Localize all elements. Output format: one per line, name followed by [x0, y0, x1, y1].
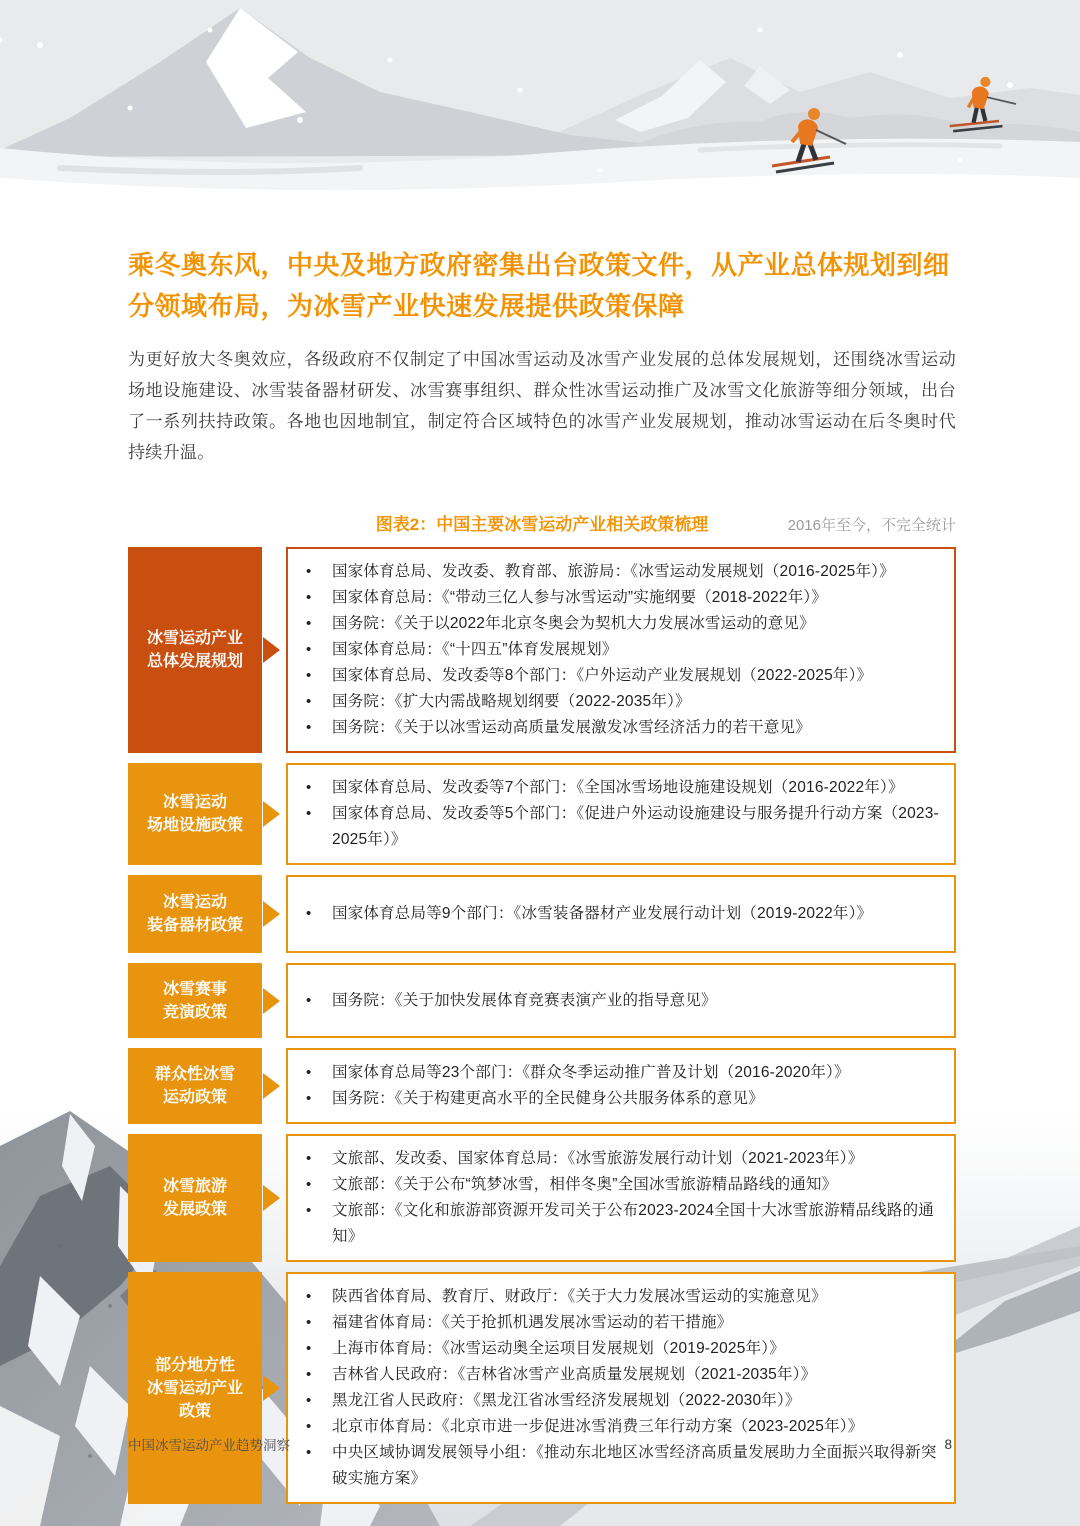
figure-note: 2016年至今，不完全统计 [787, 517, 956, 535]
policy-row [128, 1272, 956, 1504]
page-number: 8 [944, 1436, 952, 1452]
policy-list-box [286, 763, 956, 865]
page-content [0, 205, 1080, 1504]
policy-item: • 吉林省人民政府：《吉林省冰雪产业高质量发展规划（2021-2035年）》 [288, 1362, 940, 1388]
policy-item: • 国务院：《关于以冰雪运动高质量发展激发冰雪经济活力的若干意见》 [288, 715, 940, 741]
policy-item: • 国家体育总局、发改委等5个部门：《促进户外运动设施建设与服务提升行动方案（2023-2025年）》 [288, 801, 940, 853]
policy-row [128, 1134, 956, 1262]
figure-rows [128, 547, 956, 1504]
arrow-wrap [262, 1048, 286, 1124]
policy-item: • 国家体育总局等23个部门：《群众冬季运动推广普及计划（2016-2020年）》 [288, 1060, 940, 1086]
policy-item: • 国务院：《关于加快发展体育竞赛表演产业的指导意见》 [288, 988, 940, 1014]
arrow-wrap [262, 1272, 286, 1504]
policy-list-box [286, 963, 956, 1038]
policy-item: • 国家体育总局、发改委等8个部门：《户外运动产业发展规划（2022-2025年）》 [288, 663, 940, 689]
policy-item: • 国务院：《扩大内需战略规划纲要（2022-2035年）》 [288, 689, 940, 715]
policy-list [288, 1146, 940, 1250]
arrow-wrap [262, 1134, 286, 1262]
policy-item: • 国家体育总局等9个部门：《冰雪装备器材产业发展行动计划（2019-2022年）》 [288, 901, 940, 927]
policy-item: • 北京市体育局：《北京市进一步促进冰雪消费三年行动方案（2023-2025年）》 [288, 1414, 940, 1440]
arrow-wrap [262, 763, 286, 865]
arrow-right-icon [263, 1185, 280, 1211]
header-illustration [0, 0, 1080, 205]
arrow-right-icon [263, 1073, 280, 1099]
category-label: 部分地方性 冰雪运动产业 政策 [128, 1272, 262, 1504]
category-label: 群众性冰雪 运动政策 [128, 1048, 262, 1124]
policy-list [288, 1284, 940, 1492]
figure-header [128, 510, 956, 535]
policy-row [128, 1048, 956, 1124]
category-label: 冰雪运动产业 总体发展规划 [128, 547, 262, 753]
policy-list-box [286, 875, 956, 953]
category-label: 冰雪运动 装备器材政策 [128, 875, 262, 953]
page-title: 乘冬奥东风，中央及地方政府密集出台政策文件，从产业总体规划到细分领域布局，为冰雪产业快速发展提供政策保障 [128, 250, 950, 321]
policy-item: • 黑龙江省人民政府：《黑龙江省冰雪经济发展规划（2022-2030年）》 [288, 1388, 940, 1414]
policy-list [288, 1060, 940, 1112]
arrow-wrap [262, 547, 286, 753]
arrow-right-icon [263, 988, 280, 1014]
policy-list-box [286, 1134, 956, 1262]
policy-row [128, 547, 956, 753]
policy-item: • 陕西省体育局、教育厅、财政厅：《关于大力发展冰雪运动的实施意见》 [288, 1284, 940, 1310]
arrow-right-icon [263, 801, 280, 827]
footer-title: 中国冰雪运动产业趋势洞察 [128, 1438, 290, 1453]
policy-row [128, 763, 956, 865]
policy-figure [128, 510, 956, 1504]
policy-list-box [286, 547, 956, 753]
policy-list [288, 775, 940, 853]
policy-list [288, 988, 940, 1014]
policy-row [128, 875, 956, 953]
footer [128, 1434, 952, 1454]
category-label: 冰雪运动 场地设施政策 [128, 763, 262, 865]
policy-row [128, 963, 956, 1038]
policy-item: • 福建省体育局：《关于抢抓机遇发展冰雪运动的若干措施》 [288, 1310, 940, 1336]
policy-list [288, 559, 940, 741]
figure-title: 图表2：中国主要冰雪运动产业相关政策梳理 [375, 515, 709, 535]
category-label: 冰雪旅游 发展政策 [128, 1134, 262, 1262]
arrow-right-icon [263, 637, 280, 663]
policy-item: • 文旅部：《文化和旅游部资源开发司关于公布2023-2024全国十大冰雪旅游精品线路的通知》 [288, 1198, 940, 1250]
policy-item: • 国务院：《关于以2022年北京冬奥会为契机大力发展冰雪运动的意见》 [288, 611, 940, 637]
policy-item: • 国家体育总局：《“十四五”体育发展规划》 [288, 637, 940, 663]
policy-item: • 上海市体育局：《冰雪运动奥全运项目发展规划（2019-2025年）》 [288, 1336, 940, 1362]
policy-item: • 国务院：《关于构建更高水平的全民健身公共服务体系的意见》 [288, 1086, 940, 1112]
policy-list-box [286, 1272, 956, 1504]
policy-item: • 中央区域协调发展领导小组：《推动东北地区冰雪经济高质量发展助力全面振兴取得新突破实施方案》 [288, 1440, 940, 1492]
arrow-right-icon [263, 901, 280, 927]
policy-item: • 国家体育总局、发改委等7个部门：《全国冰雪场地设施建设规划（2016-2022年）》 [288, 775, 940, 801]
intro-paragraph: 为更好放大冬奥效应，各级政府不仅制定了中国冰雪运动及冰雪产业发展的总体发展规划，还围绕冰雪运动场地设施建设、冰雪装备器材研发、冰雪赛事组织、群众性冰雪运动推广及冰雪文化旅游等细分领域，出台了一系列扶持政策。各地也因地制宜，制定符合区域特色的冰雪产业发展规划，推动冰雪运动在后冬奥时代持续升温。 [128, 350, 956, 463]
arrow-right-icon [263, 1375, 280, 1401]
policy-item: • 国家体育总局、发改委、教育部、旅游局：《冰雪运动发展规划（2016-2025年）》 [288, 559, 940, 585]
policy-item: • 文旅部：《关于公布“筑梦冰雪，相伴冬奥”全国冰雪旅游精品路线的通知》 [288, 1172, 940, 1198]
policy-item: • 文旅部、发改委、国家体育总局：《冰雪旅游发展行动计划（2021-2023年）》 [288, 1146, 940, 1172]
policy-item: • 国家体育总局：《“带动三亿人参与冰雪运动”实施纲要（2018-2022年）》 [288, 585, 940, 611]
policy-list [288, 901, 940, 927]
arrow-wrap [262, 963, 286, 1038]
arrow-wrap [262, 875, 286, 953]
policy-list-box [286, 1048, 956, 1124]
category-label: 冰雪赛事 竞演政策 [128, 963, 262, 1038]
